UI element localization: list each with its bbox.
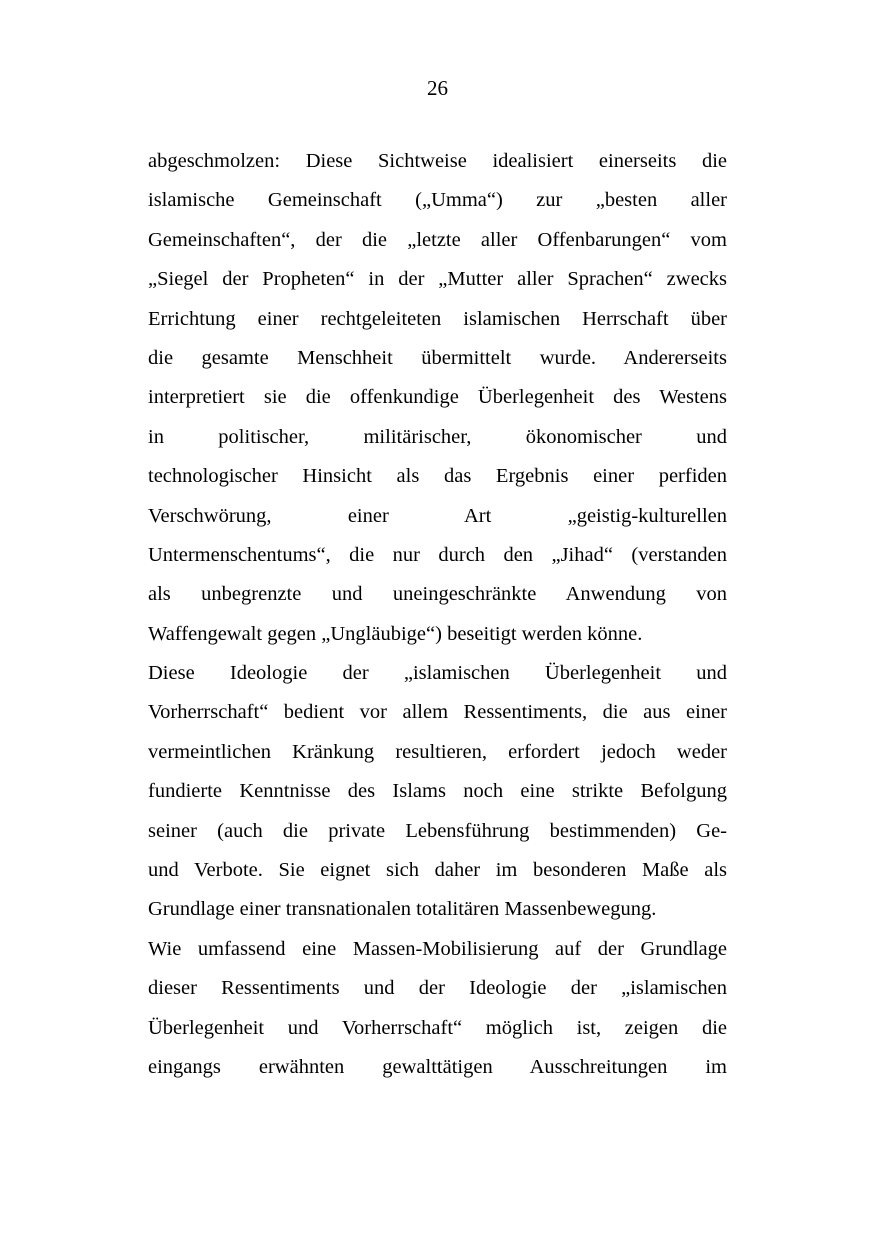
text-line: Wie umfassend eine Massen-Mobilisierung auf der Grundlage xyxy=(148,937,727,960)
text-line: vermeintlichen Kränkung resultieren, erfordert jedoch weder xyxy=(148,740,727,763)
page-number: 26 xyxy=(427,76,448,100)
text-line: interpretiert sie die offenkundige Überlegenheit des Westens xyxy=(148,386,727,409)
text-line: und Verbote. Sie eignet sich daher im besonderen Maße als xyxy=(148,859,727,882)
body-text xyxy=(148,143,727,1088)
text-line: in politischer, militärischer, ökonomischer und xyxy=(148,425,727,448)
text-line: fundierte Kenntnisse des Islams noch eine strikte Befolgung xyxy=(148,780,727,803)
text-line: Überlegenheit und Vorherrschaft“ möglich ist, zeigen die xyxy=(148,1016,727,1039)
text-line: Verschwörung, einer Art „geistig-kulturellen xyxy=(148,504,727,527)
text-line: seiner (auch die private Lebensführung bestimmenden) Ge- xyxy=(148,819,727,842)
text-line: Errichtung einer rechtgeleiteten islamischen Herrschaft über xyxy=(148,307,727,330)
text-line: „Siegel der Propheten“ in der „Mutter aller Sprachen“ zwecks xyxy=(148,268,727,291)
text-line: eingangs erwähnten gewalttätigen Ausschreitungen im xyxy=(148,1055,727,1078)
text-line: die gesamte Menschheit übermittelt wurde. Andererseits xyxy=(148,346,727,369)
text-line: als unbegrenzte und uneingeschränkte Anwendung von xyxy=(148,583,727,606)
text-line: Waffengewalt gegen „Ungläubige“) beseitigt werden könne. xyxy=(148,622,643,645)
text-line: Gemeinschaften“, der die „letzte aller Offenbarungen“ vom xyxy=(148,228,727,251)
text-line: Vorherrschaft“ bedient vor allem Ressentiments, die aus einer xyxy=(148,701,727,724)
text-line: technologischer Hinsicht als das Ergebnis einer perfiden xyxy=(148,465,727,488)
text-line: islamische Gemeinschaft („Umma“) zur „besten aller xyxy=(148,189,727,212)
text-line: dieser Ressentiments und der Ideologie der „islamischen xyxy=(148,977,727,1000)
text-line: Diese Ideologie der „islamischen Überlegenheit und xyxy=(148,662,727,685)
text-line: abgeschmolzen: Diese Sichtweise idealisiert einerseits die xyxy=(148,150,727,172)
text-line: Untermenschentums“, die nur durch den „Jihad“ (verstanden xyxy=(148,543,727,566)
text-line: Grundlage einer transnationalen totalitären Massenbewegung. xyxy=(148,898,657,921)
